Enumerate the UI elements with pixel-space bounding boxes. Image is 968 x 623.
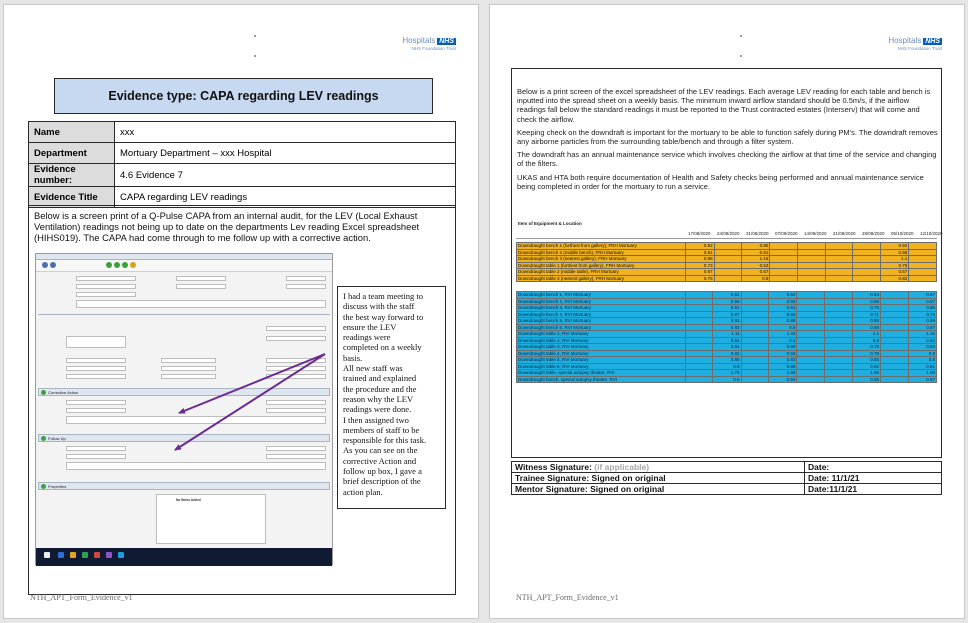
info-label: Department [29,143,115,164]
date-header: 31/08/2020 [746,231,769,236]
info-value: xxx [115,122,456,143]
reading-cell: 1.11 [713,331,741,338]
reading-cell: 0.9 [769,324,797,331]
reading-cell: 1.96 [852,370,880,377]
note-line: I had a team meeting to [343,291,424,301]
reading-cell: 0.86 [713,357,741,364]
form-field [76,276,136,281]
dot [254,35,256,37]
reading-cell: 0.57 [908,298,936,305]
reading-cell: 0.91 [686,249,714,256]
note-line: discuss with the staff [343,301,415,312]
form-field [66,408,126,413]
reading-cell: 0.88 [769,318,797,325]
form-field [266,366,326,371]
reading-cell: 0.91 [713,305,741,312]
paragraph: UKAS and HTA both require documentation of Health and Safety checks being performed and annual maintenance service being completed in order for the mortuary to run a service. [517,172,924,191]
signature-date: Date: 11/1/21 [805,473,942,484]
form-field [66,366,126,371]
form-field [286,284,326,289]
reading-cell [797,376,825,383]
nhs-logo [402,36,456,51]
date-header: 14/09/2020 [804,231,827,236]
reading-cell: 0.83 [769,357,797,364]
equipment-label: Downdraught bench, special autopsy theatre, RVI [517,376,686,383]
logo-name: Hospitals [402,36,436,45]
form-field [266,374,326,379]
equipment-label: Downdraught bench 5, RVI Mortuary [517,318,686,325]
dot [254,55,256,57]
reading-cell: 0.87 [713,311,741,318]
reading-cell: 0.86 [742,243,770,250]
info-value: CAPA regarding LEV readings [115,187,456,208]
reading-cell: 0.54 [713,337,741,344]
reading-cell: 1.15 [742,256,770,263]
form-field [161,366,216,371]
form-field [66,358,126,363]
reading-cell: 0.67 [908,292,936,299]
form-field [66,446,126,451]
equipment-label: Downdraught table 3, RVI Mortuary [517,344,686,351]
taskbar-icon [118,552,124,558]
reading-cell: 0.71 [852,311,880,318]
note-line: follow up box, I gave a [343,466,422,477]
info-label: Evidence number: [29,164,115,187]
reading-cell: 0.56 [713,298,741,305]
evidence-page-left [3,4,479,619]
table-row [517,376,937,383]
summary-field [76,300,326,308]
reading-cell: 1.42 [769,331,797,338]
reading-cell: 0.79 [852,350,880,357]
reading-cell: 0.82 [713,350,741,357]
evidence-title: Evidence type: CAPA regarding LEV readings [54,78,433,114]
reading-cell: 0.58 [852,298,880,305]
table-row [29,164,456,187]
dot [740,35,742,37]
taskbar-icon [82,552,88,558]
reading-cell [714,275,742,282]
section-title: Corrective Action [48,390,79,395]
date-header: 17/08/2020 [688,231,711,236]
form-field [66,336,126,348]
note-line: ensure the LEV [343,321,397,332]
lev-content-box [511,68,942,458]
evidence-info-table [28,121,456,208]
reading-cell: 0.67 [881,269,909,276]
windows-taskbar [36,548,332,566]
note-line: corrective Action and [343,455,417,466]
table-row [512,473,942,484]
note-line: brief description of the [343,476,421,487]
start-icon [44,552,50,558]
dot [740,55,742,57]
reading-cell: 0.8 [742,275,770,282]
reading-cell: 0.56 [769,376,797,383]
equipment-label: Downdraught bench 3 (nearest gallery), FRH Mortuary [517,256,686,263]
reading-cell [770,275,798,282]
evidence-page-right [489,4,965,619]
mentor-signature-cell [512,484,805,495]
form-field [176,284,226,289]
note-line: trained and explained [343,373,417,384]
reading-cell: 0.88 [852,324,880,331]
form-field [76,292,136,297]
equipment-label: Downdraught bench 3, RVI Mortuary [517,305,686,312]
toolbar-icon [122,262,128,268]
reading-cell: 0.83 [908,344,936,351]
reading-cell: 0.57 [908,376,936,383]
section-title: Follow Up [48,436,66,441]
reading-cell: 0.83 [769,311,797,318]
reading-cell: 0.98 [686,256,714,263]
reading-cell: 1.1 [852,331,880,338]
equipment-label: Downdraught table 6, RVI Mortuary [517,363,686,370]
no-notes-label: No Notes Added [176,498,201,502]
reading-cell: 0.82 [881,275,909,282]
equipment-label: Downdraught bench 4, RVI Mortuary [517,311,686,318]
date-header: 28/09/2020 [862,231,885,236]
taskbar-icon [70,552,76,558]
reading-cell: 0.5 [769,337,797,344]
toolbar-icon [50,262,56,268]
frh-readings-table [516,242,937,282]
note-line: All new staff was [343,363,403,374]
equipment-label: Downdraught table 4, RVI Mortuary [517,350,686,357]
equipment-label: Downdraught bench 1 (furthest from gallery), FRH Mortuary [517,243,686,250]
toolbar-icon [42,262,48,268]
info-value: 4.6 Evidence 7 [115,164,456,187]
reading-cell [741,376,769,383]
reading-cell: 0.64 [852,292,880,299]
reading-cell: 0.88 [852,318,880,325]
date-header: 05/10/2020 [891,231,914,236]
equipment-label: Downdraught table 1 (furthest from gallery), FRH Mortuary [517,262,686,269]
reading-cell: 0.91 [742,249,770,256]
date-header: 12/10/2020 [920,231,943,236]
reading-cell: 0.89 [908,318,936,325]
date-header: 21/09/2020 [833,231,856,236]
reading-cell: 0.67 [742,269,770,276]
reading-cell [685,376,713,383]
toolbar-icon [106,262,112,268]
paragraph: The downdraft has an annual maintenance service which involves checking the airflow at that time of the service and changing of the filters. [517,150,937,169]
logo-name: Hospitals [888,36,922,45]
table-row [29,122,456,143]
explanation-text [517,87,938,195]
screenshot-toolbar [36,260,332,272]
form-field [66,374,126,379]
note-line: members of staff to be [343,424,420,435]
divider [38,314,330,315]
signature-date: Date:11/1/21 [805,484,942,495]
reading-cell: 0.76 [686,275,714,282]
form-field [176,276,226,281]
reading-cell [909,275,937,282]
reading-cell: 0.6 [713,376,741,383]
reading-cell: 1.75 [713,370,741,377]
details-field [66,462,326,470]
note-line: basis. [343,352,363,363]
form-field [161,374,216,379]
reading-cell: 0.83 [713,324,741,331]
note-line: reason why the LEV [343,393,414,404]
paragraph: Keeping check on the downdraft is important for the mortuary to be able to function safely during PM's. The downdraft removes any airborne particles from the surrounding table/bench and through a filter system. [517,127,938,147]
reading-cell: 0.92 [686,243,714,250]
form-field [266,358,326,363]
signature-label: Mentor Signature: [515,484,588,494]
reading-cell: 0.87 [908,324,936,331]
equipment-label: Downdraught table, special autopsy theatre, RVI [517,370,686,377]
taskbar-icon [94,552,100,558]
reading-cell: 1.89 [769,370,797,377]
equipment-label: Downdraught bench 6, RVI Mortuary [517,324,686,331]
equipment-label: Downdraught table 5, RVI Mortuary [517,357,686,364]
reading-cell: 0.79 [852,344,880,351]
equipment-label: Downdraught table 3 (nearest gallery), FRH Mortuary [517,275,686,282]
signature-value: Signed on original [589,473,666,483]
reading-cell: 0.92 [881,243,909,250]
reading-cell: 0.56 [769,298,797,305]
page-footer: NTH_APT_Form_Evidence_v1 [30,593,133,602]
reading-cell: 0.62 [713,292,741,299]
note-line: responsible for this task. [343,435,427,446]
notes-panel [156,494,266,544]
form-field [266,400,326,405]
reading-cell: 0.93 [769,350,797,357]
nhs-badge: NHS [439,38,454,45]
table-row [29,143,456,164]
note-line: completed on a weekly [343,342,422,353]
info-label: Name [29,122,115,143]
equipment-label: Downdraught bench 1, RVI Mortuary [517,292,686,299]
nhs-logo [888,36,942,51]
signature-value: (if applicable) [591,462,650,472]
reading-cell [825,376,853,383]
signature-date: Date: [805,462,942,473]
note-line: the procedure and the [343,383,417,394]
reading-cell: 0.9 [713,363,741,370]
signature-table [511,461,942,495]
note-line: readings were done. [343,404,412,415]
logo-subtitle: NHS Foundation Trust [411,46,456,51]
reading-cell: 0.96 [881,249,909,256]
spreadsheet-header [516,221,943,239]
lev-spreadsheet [516,221,943,382]
reading-cell: 0.67 [686,269,714,276]
reading-cell: 0.92 [852,363,880,370]
reading-cell: 0.5 [852,337,880,344]
action-note [337,286,446,509]
trainee-signature-cell [512,473,805,484]
reading-cell: 0.81 [713,344,741,351]
note-line: As you can see on the [343,445,418,456]
reading-cell: 0.85 [908,305,936,312]
paragraph: Below is a print screen of the excel spreadsheet of the LEV readings. Each average LEV reading for each table and bench is inputted into the spread sheet on a weekly basis. The minimum inward airflow standard should be 0.5m/s, if the airflow readings fall below the standard readings it must be reported to the Trust contracted estates (Interserv) that will come and check the airflow. [517,87,931,124]
qpulse-screenshot [35,253,333,565]
form-field [266,408,326,413]
date-header: 07/09/2020 [775,231,798,236]
signature-label: Trainee Signature: [515,473,590,483]
rvi-readings-table [516,291,937,383]
signature-label: Witness Signature: [515,462,592,472]
corrective-action-section [38,388,330,396]
reading-cell [853,275,881,282]
intro-text: Below is a screen print of a Q-Pulse CAPA from an internal audit, for the LEV (Local Exhaust Ventilation) readings not being up to date on the departments Lev reading Excel spreadsheet (HIHS019). The CAPA had come through to me follow up with a corrective action. [34,210,420,243]
reading-cell: 0.53 [742,262,770,269]
reading-cell: 0.79 [852,305,880,312]
toolbar-icon [130,262,136,268]
form-field [66,454,126,459]
reading-cell: 0.91 [908,363,936,370]
follow-up-section [38,434,330,442]
info-label: Evidence Title [29,187,115,208]
reading-cell: 1.09 [908,370,936,377]
taskbar-icon [106,552,112,558]
note-line: I then assigned two [343,414,409,425]
date-header: 24/08/2020 [717,231,740,236]
form-field [266,446,326,451]
table-row [517,275,937,282]
taskbar-icon [58,552,64,558]
nhs-badge: NHS [925,38,940,45]
reading-cell: 0.85 [852,357,880,364]
reading-cell [881,376,909,383]
equipment-label: Downdraught table 2, RVI Mortuary [517,337,686,344]
reading-cell: 0.75 [881,262,909,269]
logo-subtitle: NHS Foundation Trust [897,46,942,51]
reading-cell: 0.76 [908,311,936,318]
spreadsheet-caption: Item of Equipment & Location [518,221,582,226]
toolbar-icon [114,262,120,268]
reading-cell: 0.8 [908,350,936,357]
reading-cell: 0.93 [713,318,741,325]
properties-section [38,482,330,490]
reading-cell: 0.88 [769,363,797,370]
table-row [512,462,942,473]
equipment-label: Downdraught bench 2 (middle bench), FRH Mortuary [517,249,686,256]
form-field [161,358,216,363]
reading-cell [825,275,853,282]
form-field [266,326,326,331]
equipment-label: Downdraught table 2 (middle table), FRH Mortuary [517,269,686,276]
evidence-content [28,205,456,595]
reading-cell: 0.86 [769,344,797,351]
form-field [266,454,326,459]
form-field [266,336,326,341]
note-line: action plan. [343,486,383,497]
details-field [66,416,326,424]
table-row [512,484,942,495]
form-field [286,276,326,281]
reading-cell: 1.16 [908,331,936,338]
reading-cell: 0.81 [769,305,797,312]
section-title: Properties [48,484,67,489]
reading-cell: 0.8 [908,357,936,364]
form-field [66,400,126,405]
reading-cell: 0.55 [852,376,880,383]
note-line: readings were [343,332,391,343]
form-field [76,284,136,289]
reading-cell [798,275,826,282]
reading-cell: 0.52 [908,337,936,344]
witness-signature-cell [512,462,805,473]
info-value: Mortuary Department – xxx Hospital [115,143,456,164]
reading-cell: 0.73 [686,262,714,269]
page-footer: NTH_APT_Form_Evidence_v1 [516,593,619,602]
equipment-label: Downdraught table 1, RVI Mortuary [517,331,686,338]
reading-cell: 0.64 [769,292,797,299]
equipment-label: Downdraught bench 2, RVI Mortuary [517,298,686,305]
note-line: the best way forward to [343,311,424,322]
signature-value: Signed on original [587,484,665,494]
reading-cell: 1.1 [881,256,909,263]
